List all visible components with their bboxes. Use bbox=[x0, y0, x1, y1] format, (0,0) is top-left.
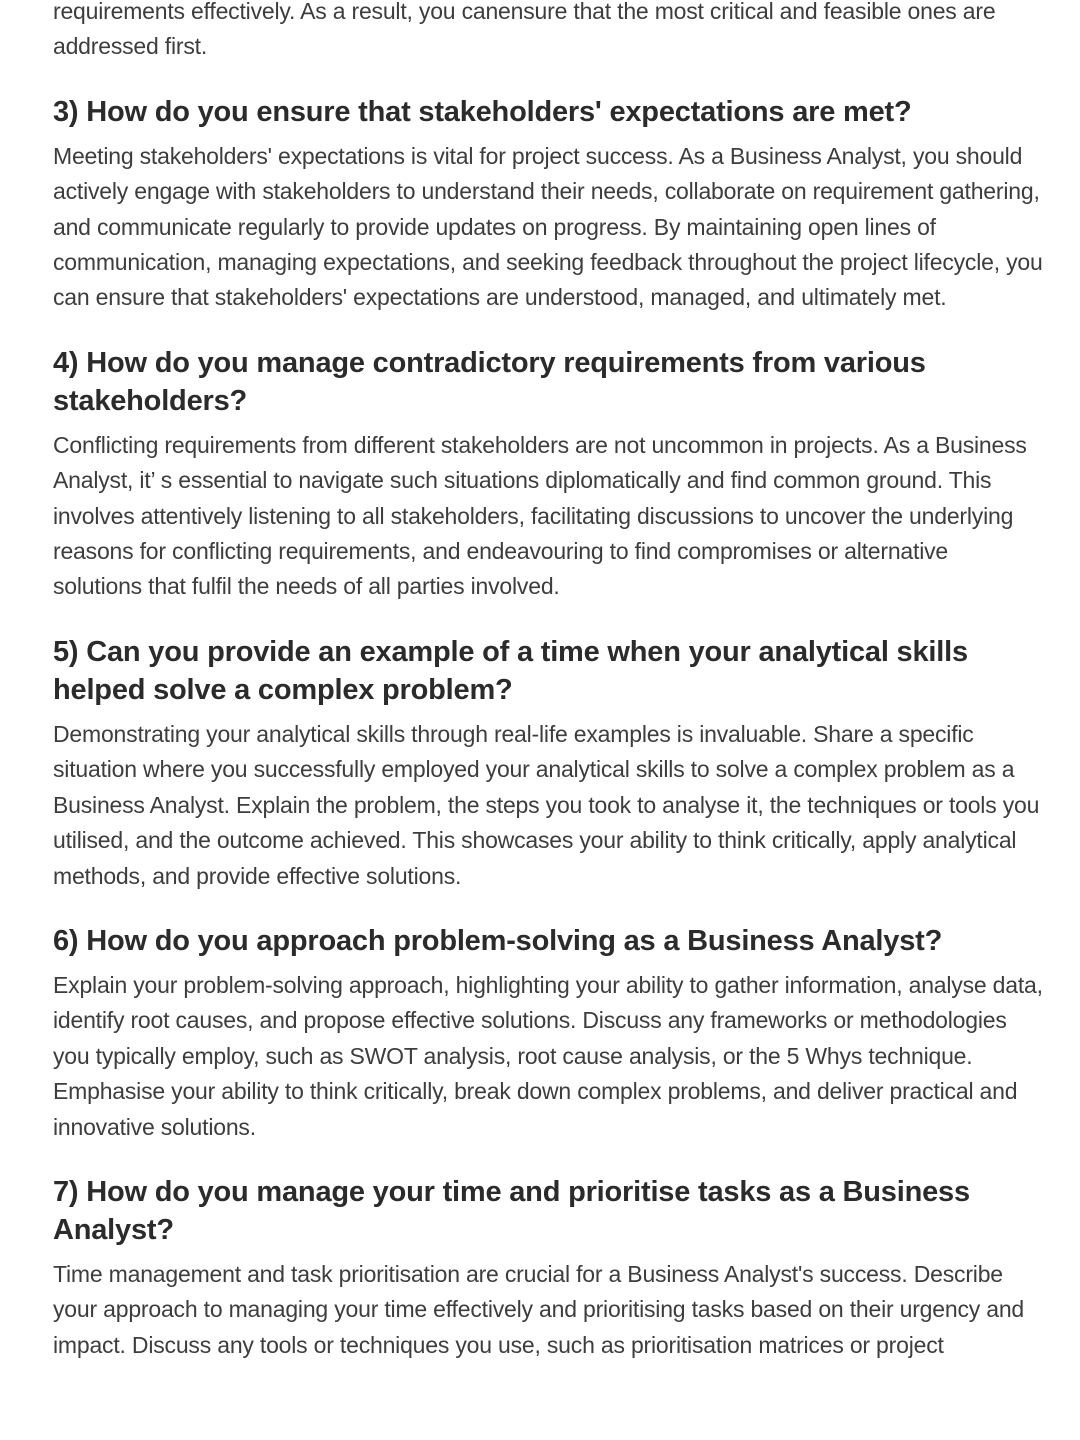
section-body: Time management and task prioritisation are crucial for a Business Analyst's success. Describe your approach to managing your time effectively and prioritising tasks based on their urgency and impact. Discuss any tools or techniques you use, such as prioritisation matrices or project bbox=[53, 1260, 1025, 1358]
section-4 bbox=[53, 344, 1043, 605]
section-body: Demonstrating your analytical skills through real-life examples is invaluable. Share a specific situation where you successfully employed your analytical skills to solve a complex problem as a Business Analyst. Explain the problem, the steps you took to analyse it, the techniques or tools you utilised, and the outcome achieved. This showcases your ability to think critically, apply analytical methods, and provide effective solutions. bbox=[53, 720, 1040, 889]
section-body: Meeting stakeholders' expectations is vital for project success. As a Business Analyst, you should actively engage with stakeholders to understand their needs, collaborate on requirement gathering, and communicate regularly to provide updates on progress. By maintaining open lines of communication, managing expectations, and seeking feedback throughout the project lifecycle, you can ensure that stakeholders' expectations are understood, managed, and ultimately met. bbox=[53, 142, 1043, 311]
section-heading: 4) How do you manage contradictory requirements from various stakeholders? bbox=[53, 346, 926, 417]
section-heading: 3) How do you ensure that stakeholders' expectations are met? bbox=[53, 95, 912, 128]
article bbox=[53, 0, 1043, 1363]
intro-paragraph: requirements effectively. As a result, you canensure that the most critical and feasible ones are addressed first. bbox=[53, 0, 996, 60]
section-3 bbox=[53, 93, 1043, 316]
section-6 bbox=[53, 922, 1043, 1145]
section-5 bbox=[53, 633, 1043, 894]
section-heading: 7) How do you manage your time and prioritise tasks as a Business Analyst? bbox=[53, 1175, 970, 1246]
section-heading: 6) How do you approach problem-solving as a Business Analyst? bbox=[53, 924, 943, 957]
section-body: Conflicting requirements from different stakeholders are not uncommon in projects. As a Business Analyst, it’ s essential to navigate such situations diplomatically and find common ground. This involves attentively listening to all stakeholders, facilitating discussions to uncover the underlying reasons for conflicting requirements, and endeavouring to find compromises or alternative solutions that fulfil the needs of all parties involved. bbox=[53, 431, 1027, 600]
section-7 bbox=[53, 1173, 1043, 1363]
section-heading: 5) Can you provide an example of a time when your analytical skills helped solve a complex problem? bbox=[53, 635, 968, 706]
section-body: Explain your problem-solving approach, highlighting your ability to gather information, analyse data, identify root causes, and propose effective solutions. Discuss any frameworks or methodologies you typically employ, such as SWOT analysis, root cause analysis, or the 5 Whys technique. Emphasise your ability to think critically, break down complex problems, and deliver practical and innovative solutions. bbox=[53, 971, 1043, 1140]
